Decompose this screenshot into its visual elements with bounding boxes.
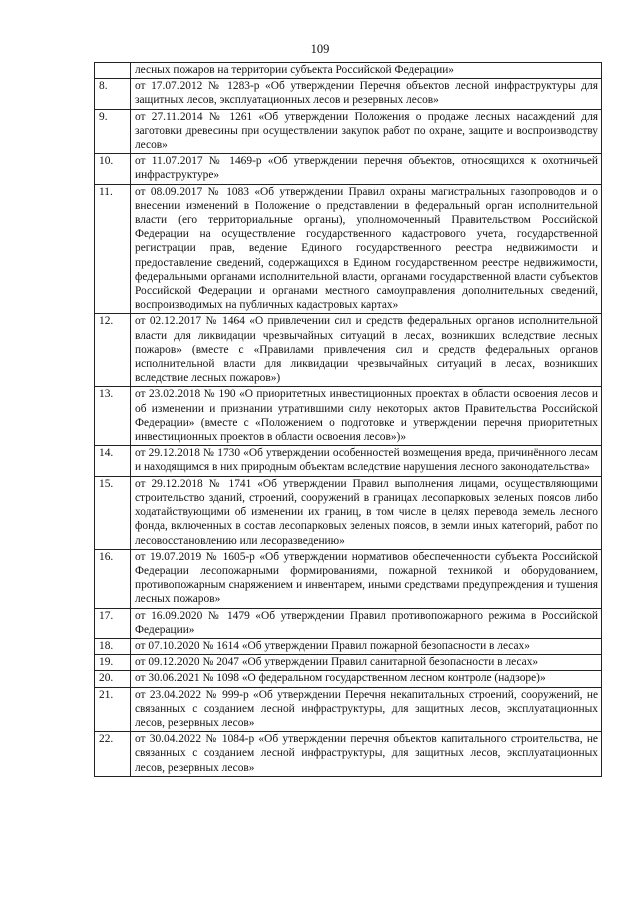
- row-text: от 11.07.2017 № 1469-р «Об утверждении перечня объектов, относящихся к охотничьей инфраструктуре»: [131, 154, 602, 184]
- row-text: от 27.11.2014 № 1261 «Об утверждении Положения о продаже лесных насаждений для заготовки древесины при осуществлении закупок работ по охране, защите и воспроизводству лесов»: [131, 109, 602, 154]
- table-row: [95, 549, 602, 608]
- table-row: [95, 671, 602, 687]
- row-text: от 02.12.2017 № 1464 «О привлечении сил и средств федеральных органов исполнительной власти для ликвидации чрезвычайных ситуаций в лесах, возникших вследствие лесных пожаров» (вместе с «Правилами привлечения сил и средств федеральных органов исполнительной власти для ликвидации чрезвычайных ситуаций в лесах, возникших вследствие лесных пожаров»): [131, 314, 602, 387]
- row-text: от 30.04.2022 № 1084-р «Об утверждении перечня объектов капитального строительства, не связанных с созданием лесной инфраструктуры, для защитных лесов, эксплуатационных лесов, резервных лесов»: [131, 732, 602, 777]
- row-text: от 07.10.2020 № 1614 «Об утверждении Правил пожарной безопасности в лесах»: [131, 638, 602, 654]
- row-number: 14.: [95, 446, 131, 476]
- row-number: 21.: [95, 687, 131, 732]
- table-row: [95, 446, 602, 476]
- row-text: от 23.02.2018 № 190 «О приоритетных инвестиционных проектах в области освоения лесов и об изменении и признании утратившими силу некоторых актов Правительства Российской Федерации» (вместе с «Положением о подготовке и утверждении перечня приоритетных инвестиционных проектов в области освоения лесов»)»: [131, 387, 602, 446]
- row-number: [95, 63, 131, 79]
- row-number: 22.: [95, 732, 131, 777]
- row-number: 13.: [95, 387, 131, 446]
- row-number: 15.: [95, 476, 131, 549]
- table-row: [95, 476, 602, 549]
- table-row: [95, 154, 602, 184]
- row-text: от 29.12.2018 № 1741 «Об утверждении Правил выполнения лицами, осуществляющими строительство зданий, строений, сооружений в границах лесопарковых зеленых поясов либо ходатайствующими об изменении их границ, в том числе в целях перевода земель лесного фонда, включенных в состав лесопарковых зеленых поясов, в земли иных категорий, работ по лесовосстановлению или лесоразведению»: [131, 476, 602, 549]
- table-row: [95, 63, 602, 79]
- table-row: [95, 655, 602, 671]
- row-number: 19.: [95, 655, 131, 671]
- table-row: [95, 184, 602, 314]
- page-number: 109: [310, 42, 330, 56]
- row-text: от 29.12.2018 № 1730 «Об утверждении особенностей возмещения вреда, причинённого лесам и находящимся в них природным объектам вследствие нарушения лесного законодательства»: [131, 446, 602, 476]
- table-row: [95, 638, 602, 654]
- table-row: [95, 387, 602, 446]
- row-text: от 19.07.2019 № 1605-р «Об утверждении нормативов обеспеченности субъекта Российской Федерации лесопожарными формированиями, пожарной техникой и оборудованием, противопожарным снаряжением и инвентарем, иными средствами предупреждения и тушения лесных пожаров»: [131, 549, 602, 608]
- table-row: [95, 687, 602, 732]
- row-text: от 17.07.2012 № 1283-р «Об утверждении Перечня объектов лесной инфраструктуры для защитных лесов, эксплуатационных лесов и резервных лесов»: [131, 79, 602, 109]
- row-number: 18.: [95, 638, 131, 654]
- table-row: [95, 608, 602, 638]
- row-number: 11.: [95, 184, 131, 314]
- row-text: лесных пожаров на территории субъекта Российской Федерации»: [131, 63, 602, 79]
- row-number: 12.: [95, 314, 131, 387]
- row-number: 17.: [95, 608, 131, 638]
- table-row: [95, 79, 602, 109]
- row-text: от 09.12.2020 № 2047 «Об утверждении Правил санитарной безопасности в лесах»: [131, 655, 602, 671]
- row-number: 20.: [95, 671, 131, 687]
- row-text: от 08.09.2017 № 1083 «Об утверждении Правил охраны магистральных газопроводов и о внесении изменений в Положение о представлении в федеральный орган исполнительной власти (его территориальные органы), уполномоченный Правительством Российской Федерации на осуществление государственного кадастрового учета, государственной регистрации прав, ведение Единого государственного реестра недвижимости и предоставление сведений, содержащихся в Едином государственном реестре недвижимости, федеральными органами исполнительной власти, органами государственной власти субъектов Российской Федерации и органами местного самоуправления дополнительных сведений, воспроизводимых на публичных кадастровых картах»: [131, 184, 602, 314]
- row-number: 9.: [95, 109, 131, 154]
- row-text: от 16.09.2020 № 1479 «Об утверждении Правил противопожарного режима в Российской Федерации»: [131, 608, 602, 638]
- row-number: 16.: [95, 549, 131, 608]
- regulations-table: [94, 62, 602, 777]
- table-row: [95, 314, 602, 387]
- row-number: 10.: [95, 154, 131, 184]
- table-row: [95, 109, 602, 154]
- table-row: [95, 732, 602, 777]
- row-text: от 30.06.2021 № 1098 «О федеральном государственном лесном контроле (надзоре)»: [131, 671, 602, 687]
- row-text: от 23.04.2022 № 999-р «Об утверждении Перечня некапитальных строений, сооружений, не связанных с созданием лесной инфраструктуры, для защитных лесов, эксплуатационных лесов, резервных лесов»: [131, 687, 602, 732]
- row-number: 8.: [95, 79, 131, 109]
